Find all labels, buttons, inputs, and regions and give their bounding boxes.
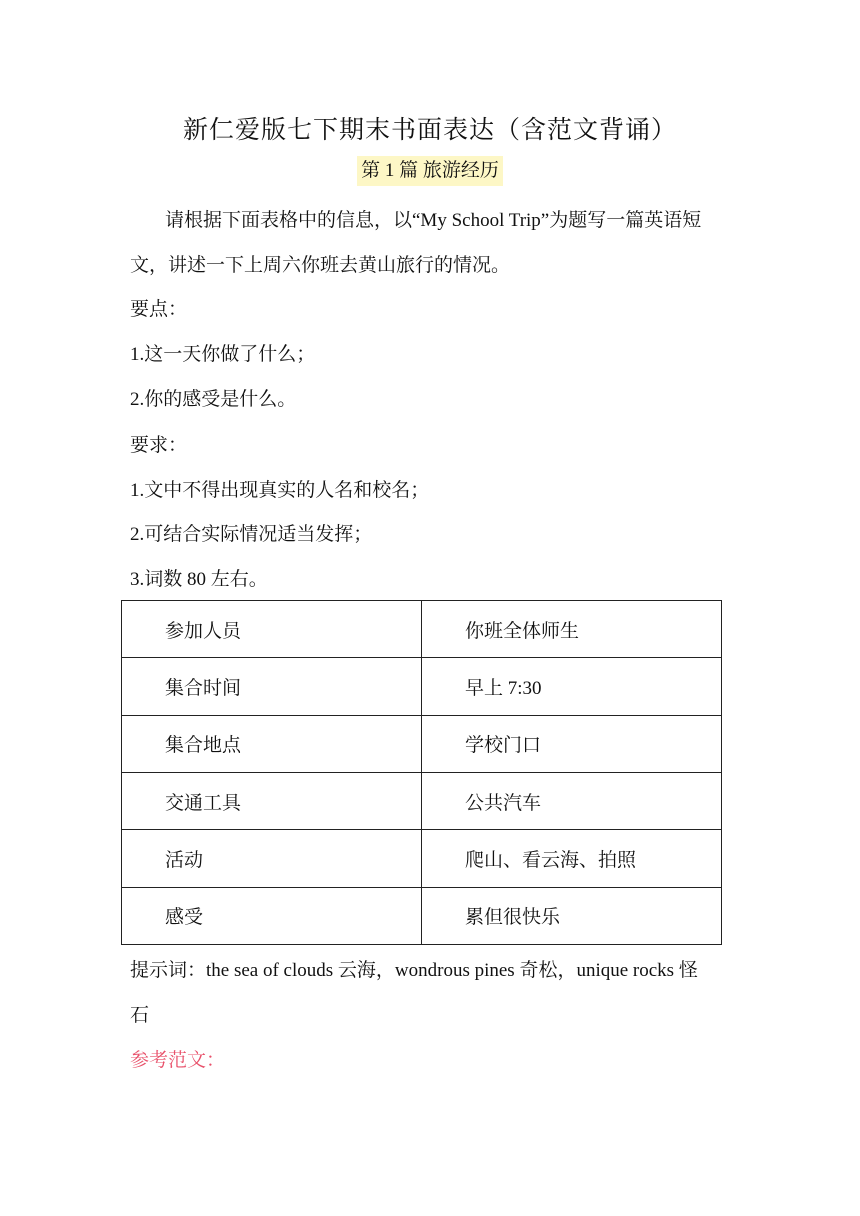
table-row: [122, 887, 722, 944]
table-cell-value: 公共汽车: [422, 772, 722, 829]
table-cell-label: 集合时间: [122, 658, 422, 715]
table-cell-value: 你班全体师生: [422, 601, 722, 658]
table-cell-value: 爬山、看云海、拍照: [422, 830, 722, 887]
info-table: [121, 600, 722, 945]
table-cell-value: 累但很快乐: [422, 887, 722, 944]
requirement-item-1: 1.文中不得出现真实的人名和校名；: [130, 480, 430, 501]
key-point-item-2: 2.你的感受是什么。: [130, 389, 297, 410]
table-cell-value: 学校门口: [422, 715, 722, 772]
prompt-line-2: 文，讲述一下上周六你班去黄山旅行的情况。: [130, 255, 511, 276]
table-cell-value: 早上 7:30: [422, 658, 722, 715]
key-points-heading: 要点：: [130, 299, 188, 320]
table-cell-label: 参加人员: [122, 601, 422, 658]
key-point-item-1: 1.这一天你做了什么；: [130, 344, 316, 365]
table-cell-label: 活动: [122, 830, 422, 887]
requirement-item-3: 3.词数 80 左右。: [130, 569, 268, 590]
sample-essay-heading: 参考范文：: [130, 1050, 226, 1071]
prompt-line-1: 请根据下面表格中的信息，以“My School Trip”为题写一篇英语短: [165, 210, 702, 231]
section-heading-wrap: [0, 156, 860, 186]
table-row: [122, 658, 722, 715]
table-row: [122, 830, 722, 887]
table-row: [122, 772, 722, 829]
hint-line-1: 提示词：the sea of clouds 云海，wondrous pines 奇松，unique rocks 怪: [130, 960, 698, 981]
table-row: [122, 715, 722, 772]
table-row: [122, 601, 722, 658]
table-cell-label: 集合地点: [122, 715, 422, 772]
document-title: 新仁爱版七下期末书面表达（含范文背诵）: [182, 117, 677, 144]
requirements-heading: 要求：: [130, 435, 188, 456]
table-cell-label: 感受: [122, 887, 422, 944]
table-cell-label: 交通工具: [122, 772, 422, 829]
hint-line-2: 石: [130, 1005, 150, 1026]
requirement-item-2: 2.可结合实际情况适当发挥；: [130, 524, 373, 545]
section-heading: 第 1 篇 旅游经历: [357, 156, 503, 186]
